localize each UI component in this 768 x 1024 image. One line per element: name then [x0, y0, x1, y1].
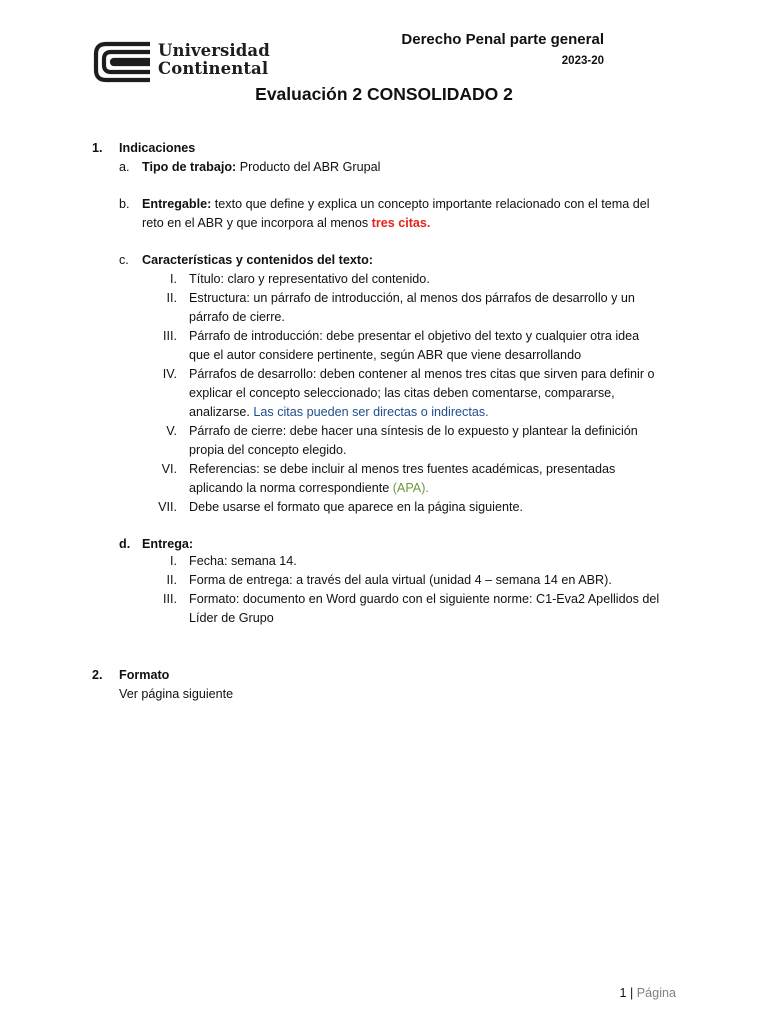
- footer-separator: |: [630, 986, 634, 1000]
- logo-line-2: Continental: [158, 59, 269, 78]
- list-item-number: I.: [170, 554, 177, 568]
- list-item-text: Estructura: un párrafo de introducción, al menos dos párrafos de desarrollo y un: [189, 291, 635, 305]
- list-item-text: Forma de entrega: a través del aula virtual (unidad 4 – semana 14 en ABR).: [189, 573, 612, 587]
- list-item-number: VI.: [161, 462, 177, 476]
- list-item-line: [189, 308, 285, 327]
- list-item-number: II.: [166, 291, 177, 305]
- list-item-line: [189, 479, 429, 498]
- item-a-label: Tipo de trabajo:: [142, 160, 237, 174]
- item-a-text: [142, 158, 380, 177]
- list-item-line: [189, 384, 615, 403]
- list-item-line: [189, 270, 430, 289]
- item-b-label: Entregable:: [142, 197, 212, 211]
- list-item-number: IV.: [162, 367, 177, 381]
- list-item-line: [189, 460, 615, 479]
- list-item-number: II.: [166, 573, 177, 587]
- course-title: Derecho Penal parte general: [401, 31, 604, 48]
- list-item-text: Referencias: se debe incluir al menos tres fuentes académicas, presentadas: [189, 462, 616, 476]
- list-item-text: párrafo de cierre.: [189, 310, 285, 324]
- section-2-number: 2.: [92, 668, 103, 682]
- list-item-line: [189, 289, 635, 308]
- continental-logo-icon: [92, 40, 152, 84]
- item-b-marker: b.: [119, 197, 130, 211]
- item-d-marker: d.: [119, 537, 131, 551]
- item-a-marker: a.: [119, 160, 130, 174]
- term-code: 2023-20: [561, 55, 604, 67]
- section-1-heading: Indicaciones: [119, 141, 196, 155]
- list-item-line: [189, 498, 523, 517]
- list-item-text: Líder de Grupo: [189, 611, 274, 625]
- item-a-value: Producto del ABR Grupal: [236, 160, 381, 174]
- list-item-line: [189, 571, 612, 590]
- page-footer: [619, 986, 676, 1000]
- list-item-text: Fecha: semana 14.: [189, 554, 297, 568]
- list-item-line: [189, 422, 638, 441]
- list-item-text: propia del concepto elegido.: [189, 443, 347, 457]
- item-b-line-1: [142, 195, 650, 214]
- list-item-line: [189, 327, 639, 346]
- list-item-text: Párrafos de desarrollo: deben contener al menos tres citas que sirven para definir o: [189, 367, 655, 381]
- item-c-marker: c.: [119, 253, 129, 267]
- item-b-text-1: texto que define y explica un concepto importante relacionado con el tema del: [211, 197, 650, 211]
- list-item-text: Título: claro y representativo del contenido.: [189, 272, 430, 286]
- page-number: 1: [619, 986, 627, 1000]
- list-item-line: [189, 365, 655, 384]
- section-1-number: 1.: [92, 141, 103, 155]
- list-item-text: que el autor considere pertinente, según ABR que viene desarrollando: [189, 348, 582, 362]
- list-item-text: aplicando la norma correspondiente: [189, 481, 393, 495]
- logo-wordmark: [158, 42, 270, 78]
- list-item-text: Formato: documento en Word guardo con el siguiente norme: C1-Eva2 Apellidos del: [189, 592, 660, 606]
- list-item-text: explicar el concepto seleccionado; las citas deben comentarse, compararse,: [189, 386, 615, 400]
- item-b-line-2: [142, 214, 430, 233]
- list-item-line: [189, 403, 489, 422]
- item-b-highlight: tres citas.: [371, 216, 431, 230]
- list-item-text: Párrafo de cierre: debe hacer una síntesis de lo expuesto y plantear la definición: [189, 424, 638, 438]
- list-item-line: [189, 346, 581, 365]
- list-item-number: III.: [163, 329, 177, 343]
- item-b-text-2: reto en el ABR y que incorpora al menos: [142, 216, 372, 230]
- document-title: Evaluación 2 CONSOLIDADO 2: [255, 84, 513, 104]
- list-item-number: III.: [163, 592, 177, 606]
- section-2-text: Ver página siguiente: [119, 687, 234, 701]
- list-item-note: (APA).: [392, 481, 429, 495]
- list-item-note: Las citas pueden ser directas o indirectas.: [253, 405, 489, 419]
- item-c-heading: Características y contenidos del texto:: [142, 253, 373, 267]
- list-item-line: [189, 441, 347, 460]
- logo-line-1: Universidad: [158, 41, 270, 60]
- list-item-number: VII.: [158, 500, 177, 514]
- list-item-number: V.: [166, 424, 177, 438]
- list-item-text: Párrafo de introducción: debe presentar el objetivo del texto y cualquier otra idea: [189, 329, 640, 343]
- list-item-text: analizarse.: [189, 405, 254, 419]
- list-item-line: [189, 552, 297, 571]
- item-d-heading: Entrega:: [142, 537, 194, 551]
- list-item-line: [189, 609, 274, 628]
- list-item-text: Debe usarse el formato que aparece en la página siguiente.: [189, 500, 523, 514]
- list-item-line: [189, 590, 659, 609]
- list-item-number: I.: [170, 272, 177, 286]
- page-label: Página: [636, 986, 676, 1000]
- section-2-heading: Formato: [119, 668, 170, 682]
- university-logo: [92, 38, 270, 84]
